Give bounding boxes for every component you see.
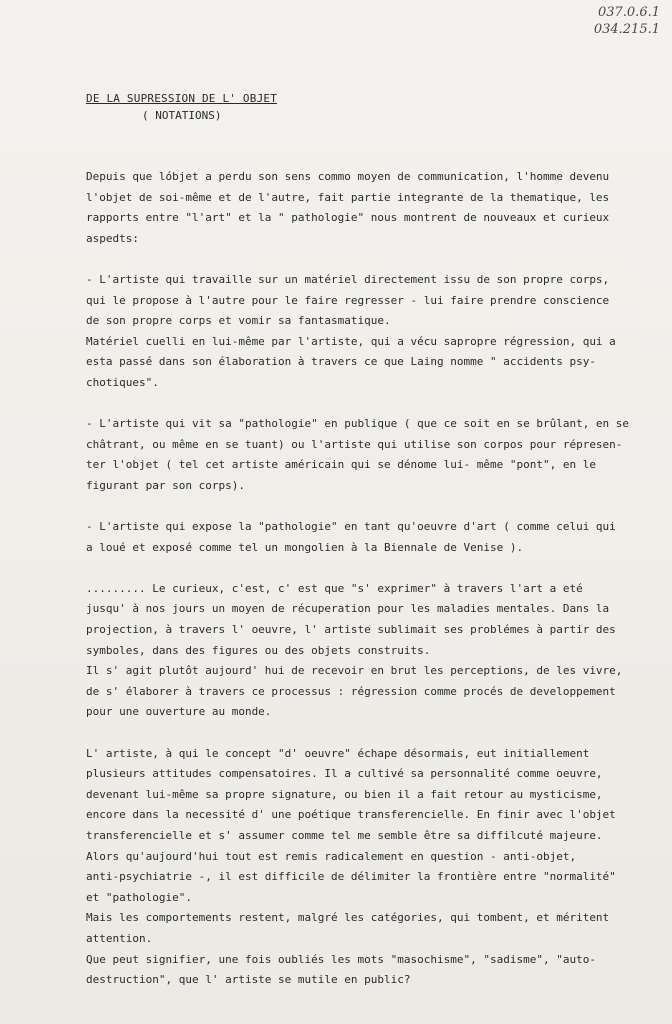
text-line: de s' élaborer à travers ce processus : régression comme procés de developpement — [86, 684, 616, 698]
text-line: qui le propose à l'autre pour le faire regresser - lui faire prendre conscience — [86, 293, 610, 307]
paragraph — [86, 579, 656, 723]
text-line: ter l'objet ( tel cet artiste américain qui se dénome lui- même "pont", en le — [86, 458, 596, 472]
archive-reference-numbers — [594, 4, 660, 38]
text-line: l'objet de soi-même et de l'autre, fait partie integrante de la thematique, les — [86, 190, 610, 204]
text-line: - L'artiste qui expose la "pathologie" en tant qu'oeuvre d'art ( comme celui qui — [86, 520, 616, 534]
text-line: - L'artiste qui vit sa "pathologie" en publique ( que ce soit en se brûlant, en se — [86, 417, 630, 431]
text-line: aspedts: — [86, 231, 139, 245]
text-line: symboles, dans des figures ou des objets construits. — [86, 643, 431, 657]
text-line: a loué et exposé comme tel un mongolien à la Biennale de Venise ). — [86, 540, 524, 554]
text-line: et "pathologie". — [86, 890, 192, 904]
text-line: encore dans la necessité d' une poétique transferencielle. En finir avec l'objet — [86, 808, 616, 822]
text-line: Matériel cuelli en lui-même par l'artiste, qui a vécu sapropre régression, qui a — [86, 334, 616, 348]
paragraph — [86, 270, 656, 394]
text-line: jusqu' à nos jours un moyen de récuperation pour les maladies mentales. Dans la — [86, 602, 610, 616]
text-line: - L'artiste qui travaille sur un matériel directement issu de son propre corps, — [86, 272, 610, 286]
text-line: attention. — [86, 931, 153, 945]
text-line: pour une ouverture au monde. — [86, 705, 272, 719]
text-line: plusieurs attitudes compensatoires. Il a cultivé sa personnalité comme oeuvre, — [86, 767, 603, 781]
text-line: de son propre corps et vomir sa fantasmatique. — [86, 314, 391, 328]
text-line: transferencielle et s' assumer comme tel me semble être sa diffilcuté majeure. — [86, 829, 603, 842]
text-line: Alors qu'aujourd'hui tout est remis radicalement en question - anti-objet, — [86, 849, 577, 863]
document-body — [86, 167, 656, 1011]
text-line: Depuis que lóbjet a perdu son sens commo moyen de communication, l'homme devenu — [86, 170, 610, 183]
text-line: figurant par son corps). — [86, 478, 245, 492]
text-line: destruction", que l' artiste se mutile en public? — [86, 973, 411, 987]
document-title: DE LA SUPRESSION DE L' OBJET — [86, 92, 278, 105]
paragraph — [86, 744, 656, 991]
text-line: rapports entre "l'art" et la " pathologie" nous montrent de nouveaux et curieux — [86, 211, 610, 225]
text-line: Que peut signifier, une fois oubliés les mots "masochisme", "sadisme", "auto- — [86, 952, 596, 966]
text-line: esta passé dans son élaboration à travers ce que Laing nomme " accidents psy- — [86, 355, 596, 369]
text-line: Mais les comportements restent, malgré les catégories, qui tombent, et méritent — [86, 911, 610, 925]
paragraph — [86, 517, 656, 558]
text-line: Il s' agit plutôt aujourd' hui de recevoir en brut les perceptions, de les vivre, — [86, 664, 623, 678]
text-line: ......... Le curieux, c'est, c' est que "s' exprimer" à travers l'art a eté — [86, 581, 583, 595]
text-line: châtrant, ou même en se tuant) ou l'artiste qui utilise son corpos pour répresen- — [86, 437, 623, 451]
paragraph — [86, 167, 656, 249]
text-line: projection, à travers l' oeuvre, l' artiste sublimait ses problémes à partir des — [86, 623, 616, 637]
text-line: L' artiste, à qui le concept "d' oeuvre" échape désormais, eut initiallement — [86, 746, 590, 760]
text-line: chotiques". — [86, 375, 159, 389]
text-line: anti-psychiatrie -, il est difficile de délimiter la frontière entre "normalité" — [86, 870, 616, 884]
archive-number-2: 034.215.1 — [593, 22, 660, 37]
text-line: devenant lui-même sa propre signature, ou bien il a fait retour au mysticisme, — [86, 787, 603, 801]
archive-number-1: 037.0.6.1 — [597, 5, 660, 20]
document-subtitle: ( NOTATIONS) — [142, 109, 222, 122]
paragraph — [86, 414, 656, 496]
